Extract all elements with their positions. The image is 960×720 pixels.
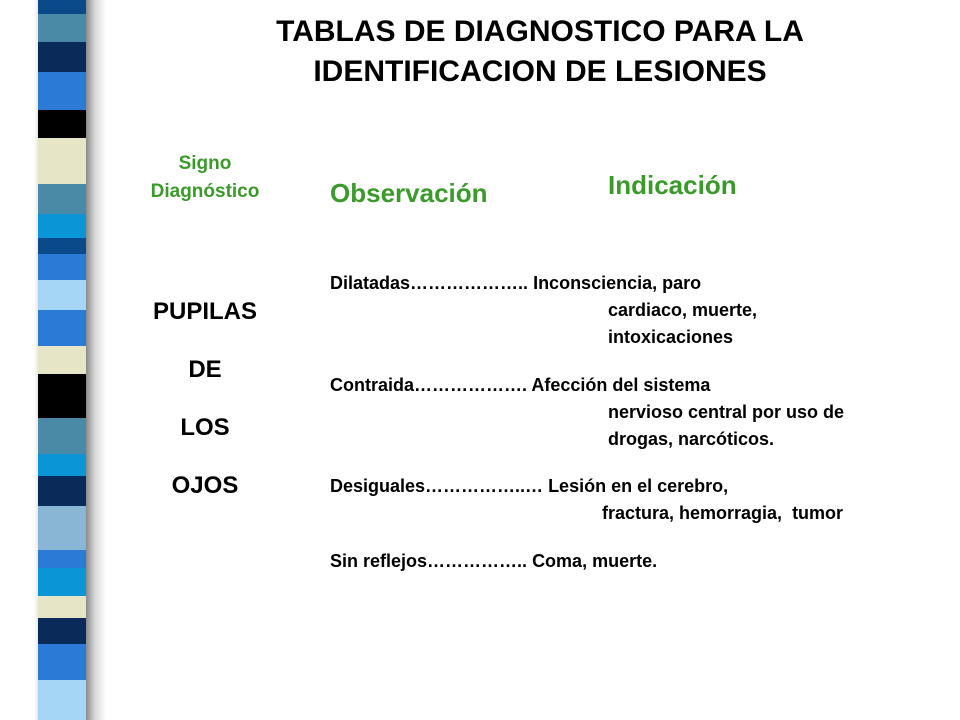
indicacion-line: intoxicaciones: [608, 327, 734, 347]
table-row-dilatadas: [330, 270, 758, 347]
stripe-block: [38, 0, 88, 14]
stripe-block: [38, 110, 88, 138]
header-signo-line-1: Signo: [178, 153, 232, 174]
stripe-block: [38, 214, 88, 238]
stripe-block: [38, 618, 88, 644]
indicacion-line: cardiaco, muerte,: [608, 300, 758, 320]
stripe-block: [38, 596, 88, 618]
indicacion-line: nervioso central por uso de: [608, 402, 845, 422]
header-signo-line-2: Diagnóstico: [150, 181, 260, 202]
decorative-stripe: [0, 0, 106, 720]
title-line-2: IDENTIFICACION DE LESIONES: [313, 55, 767, 88]
stripe-block: [38, 454, 88, 476]
signo-pupilas-de-los-ojos: [110, 296, 300, 528]
stripe-block: [38, 506, 88, 550]
indicacion-line: Afección del sistema: [531, 375, 711, 395]
stripe-block: [38, 238, 88, 254]
header-indicacion: Indicación: [608, 170, 737, 200]
stripe-block: [38, 346, 88, 374]
stripe-block: [38, 550, 88, 568]
indicacion-line: Inconsciencia, paro: [533, 273, 702, 293]
page-title: [150, 12, 930, 92]
header-signo-diagnostico: [110, 150, 300, 206]
indicacion-line: Lesión en el cerebro,: [548, 476, 729, 496]
stripe-block: [38, 254, 88, 280]
observacion-cell: Desiguales……………..…: [330, 476, 544, 496]
title-line-1: TABLAS DE DIAGNOSTICO PARA LA: [276, 15, 804, 48]
indicacion-line: Coma, muerte.: [532, 551, 658, 571]
observacion-cell: Contraida……………….: [330, 375, 528, 395]
stripe-block: [38, 42, 88, 72]
signo-word: DE: [188, 356, 222, 383]
signo-word: OJOS: [171, 472, 239, 499]
stripe-block: [38, 644, 88, 680]
stripe-block: [38, 310, 88, 346]
stripe-block: [38, 184, 88, 214]
observacion-cell: Dilatadas………………..: [330, 273, 529, 293]
stripe-block: [38, 72, 88, 110]
observacion-cell: Sin reflejos……………..: [330, 551, 528, 571]
stripe-block: [38, 138, 88, 184]
header-observacion: Observación: [330, 178, 488, 208]
indicacion-line: drogas, narcóticos.: [608, 429, 775, 449]
stripe-block: [38, 14, 88, 42]
signo-word: LOS: [180, 414, 230, 441]
stripe-block: [38, 476, 88, 506]
table-row-sin-reflejos: [330, 548, 657, 575]
stripe-block: [38, 568, 88, 596]
signo-word: PUPILAS: [152, 298, 257, 325]
stripe-block: [38, 680, 88, 720]
indicacion-line: fractura, hemorragia, tumor: [602, 503, 844, 523]
stripe-block: [38, 418, 88, 454]
stripe-block: [38, 280, 88, 310]
table-row-desiguales: [330, 473, 844, 523]
table-row-contraida: [330, 372, 845, 449]
stripe-shadow: [86, 0, 106, 720]
stripe-block: [38, 374, 88, 418]
